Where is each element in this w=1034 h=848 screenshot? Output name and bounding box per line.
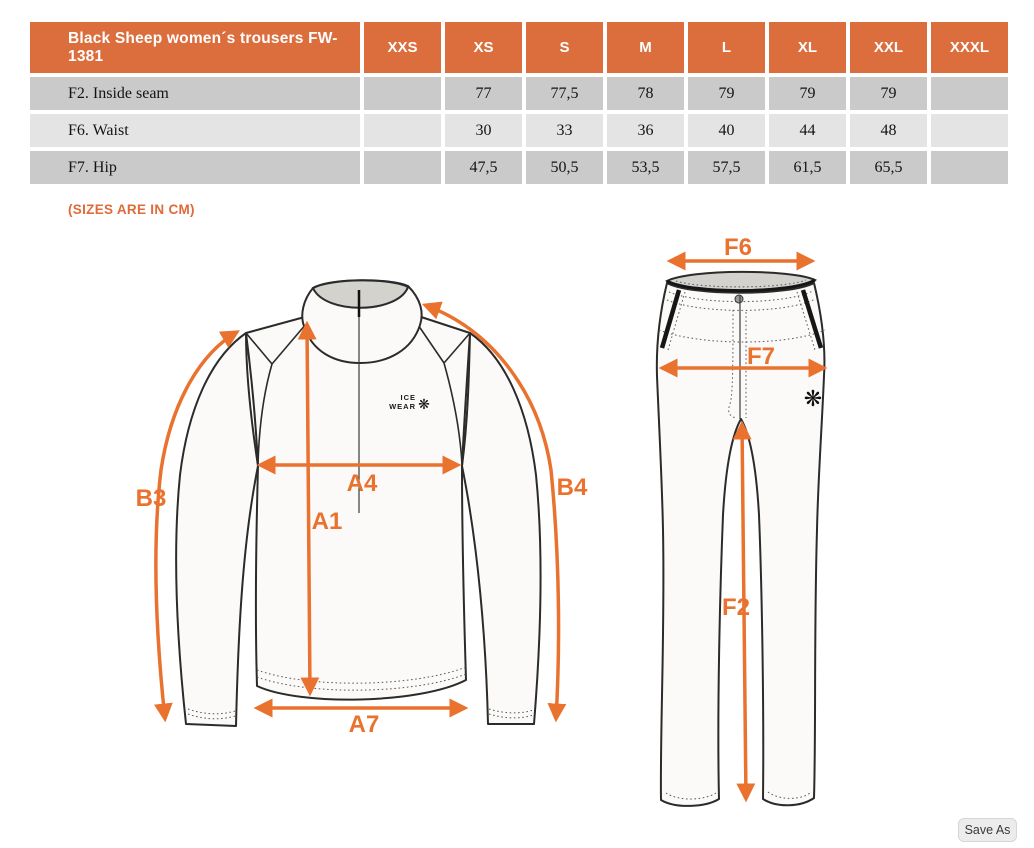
row-label: F7. Hip xyxy=(30,151,360,184)
cell: 79 xyxy=(850,77,927,110)
col-header-xxl: XXL xyxy=(850,22,927,73)
snowflake-icon: ❋ xyxy=(803,387,823,412)
waist-button xyxy=(735,295,743,303)
brand-logo-line2: WEAR xyxy=(389,402,416,411)
col-header-xxs: XXS xyxy=(364,22,441,73)
cell: 36 xyxy=(607,114,684,147)
trousers-drawing xyxy=(657,272,825,806)
trousers-body xyxy=(657,283,825,806)
col-header-l: L xyxy=(688,22,765,73)
col-header-xxxl: XXXL xyxy=(931,22,1008,73)
measure-label-f6: F6 xyxy=(723,234,753,261)
row-label: F6. Waist xyxy=(30,114,360,147)
col-header-xs: XS xyxy=(445,22,522,73)
cell: 47,5 xyxy=(445,151,522,184)
cell: 44 xyxy=(769,114,846,147)
units-note: (SIZES ARE IN CM) xyxy=(68,202,195,217)
sweater-drawing xyxy=(176,280,540,726)
measure-label-a4: A4 xyxy=(346,470,378,497)
cell: 79 xyxy=(688,77,765,110)
save-as-button[interactable]: Save As xyxy=(958,818,1017,842)
cell: 50,5 xyxy=(526,151,603,184)
sweater-left-sleeve xyxy=(176,333,258,726)
cell: 57,5 xyxy=(688,151,765,184)
sweater-right-sleeve xyxy=(462,333,540,724)
measure-label-f7: F7 xyxy=(746,343,776,370)
cell: 65,5 xyxy=(850,151,927,184)
cell: 53,5 xyxy=(607,151,684,184)
measure-label-f2: F2 xyxy=(721,594,751,621)
cell: 48 xyxy=(850,114,927,147)
cell: 30 xyxy=(445,114,522,147)
cell: 40 xyxy=(688,114,765,147)
cell: 77 xyxy=(445,77,522,110)
col-header-m: M xyxy=(607,22,684,73)
col-header-s: S xyxy=(526,22,603,73)
measure-label-b3: B3 xyxy=(135,485,167,512)
cell: 77,5 xyxy=(526,77,603,110)
cell: 33 xyxy=(526,114,603,147)
measure-label-b4: B4 xyxy=(556,474,588,501)
row-label: F2. Inside seam xyxy=(30,77,360,110)
cell: 61,5 xyxy=(769,151,846,184)
col-header-xl: XL xyxy=(769,22,846,73)
cell: 78 xyxy=(607,77,684,110)
cell: 79 xyxy=(769,77,846,110)
measure-label-a1: A1 xyxy=(311,508,343,535)
snowflake-icon: ❋ xyxy=(418,397,430,413)
brand-logo-line1: ICE xyxy=(400,393,416,402)
measure-label-a7: A7 xyxy=(348,711,380,738)
table-title: Black Sheep women´s trousers FW-1381 xyxy=(30,22,360,73)
sweater-body xyxy=(246,314,470,700)
